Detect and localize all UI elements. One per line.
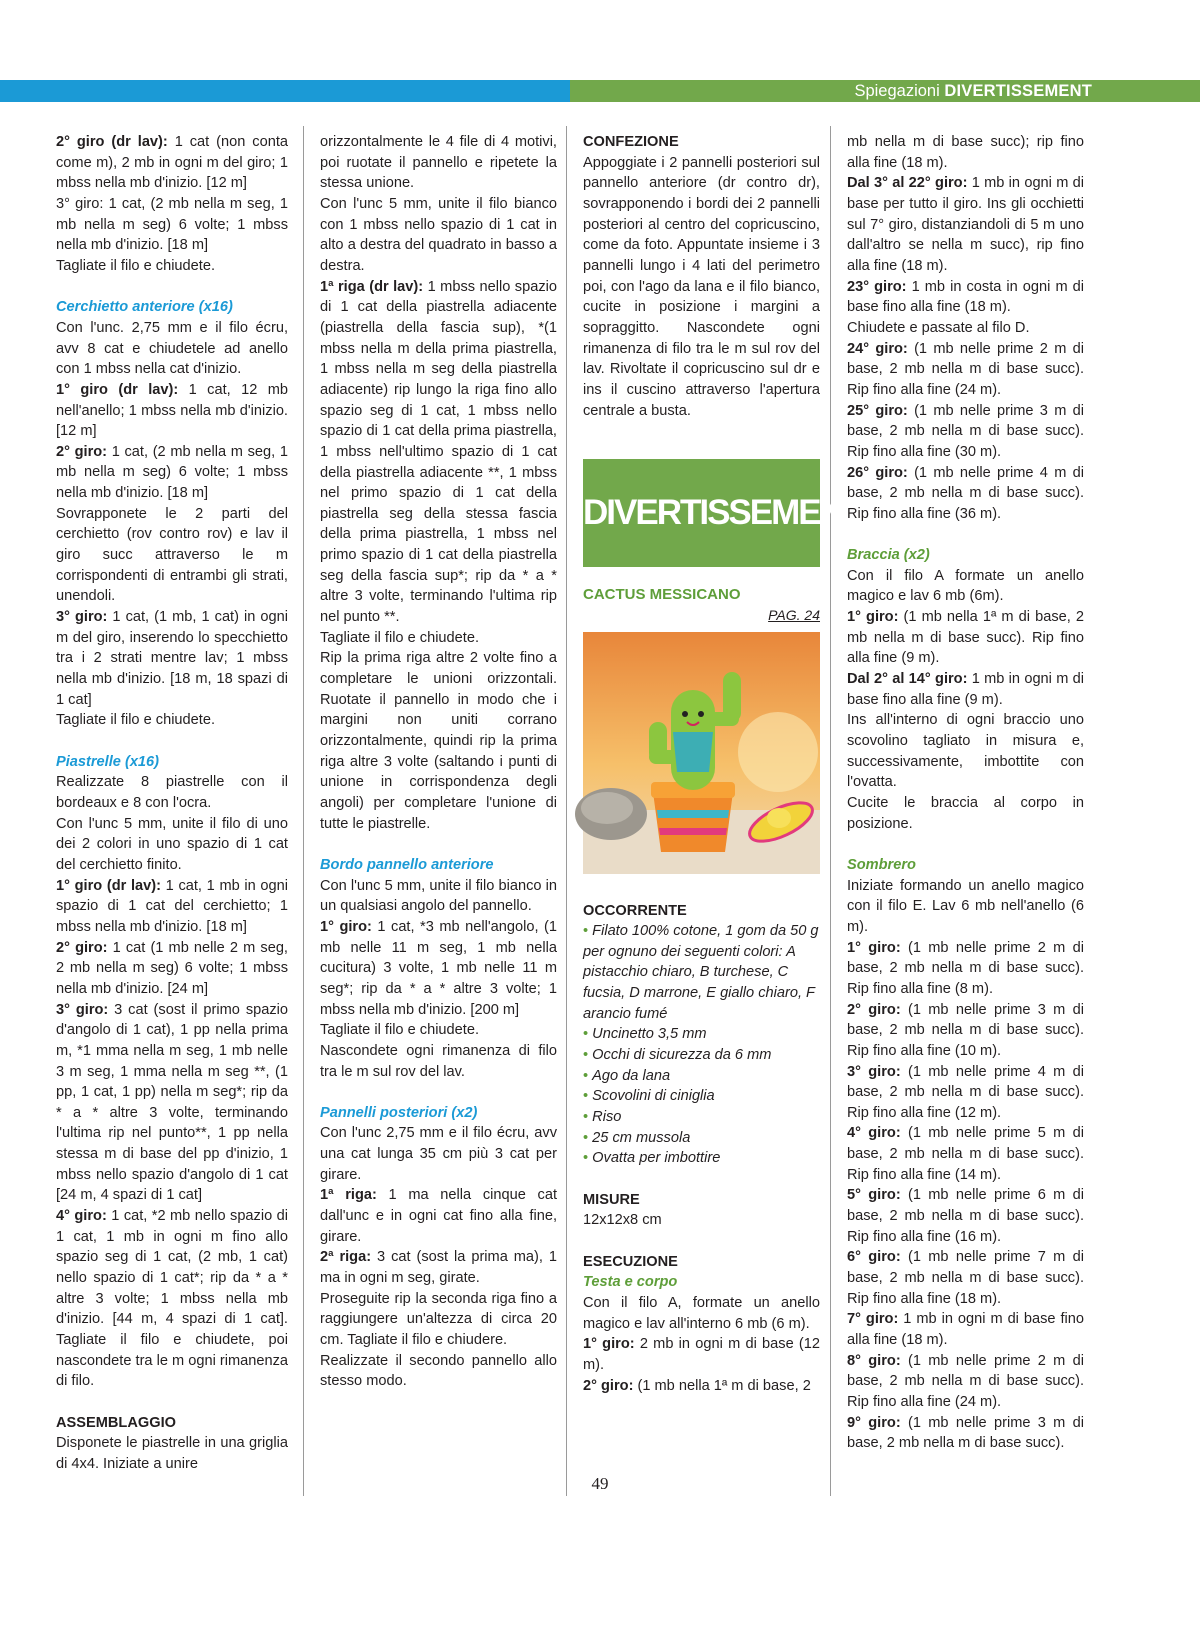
column-4 — [847, 132, 1084, 1454]
step-text: (1 mb nella 1ª m di base, 2 mb nella m di base succ). Rip fino alla fine (9 m). — [847, 609, 1084, 667]
step-label: 1ª riga: — [320, 1187, 377, 1204]
step-label: 26° giro: — [847, 464, 908, 481]
paragraph — [583, 1376, 820, 1397]
paragraph — [56, 132, 288, 194]
list-item: • 25 cm mussola — [583, 1129, 691, 1146]
section-subheading: Testa e corpo — [583, 1274, 678, 1291]
step-label: 2° giro (dr lav): — [56, 134, 168, 150]
section-heading: Pannelli posteriori (x2) — [320, 1104, 478, 1121]
paragraph — [56, 938, 288, 1000]
section-heading: Cerchietto anteriore (x16) — [56, 299, 233, 316]
step-text: 3 cat (sost la prima ma), 1 ma in ogni m seg, girate. — [320, 1249, 557, 1287]
item-text: Ago da lana — [592, 1067, 671, 1084]
section-heading: MISURE — [583, 1191, 640, 1208]
paragraph — [847, 1185, 1084, 1247]
step-label: 1° giro: — [847, 609, 899, 626]
paragraph — [847, 339, 1084, 401]
paragraph — [320, 277, 557, 628]
step-text: 1 cat, 12 mb nell'anello; 1 mbss nella mb d'inizio. [12 m] — [56, 381, 289, 440]
step-text: (1 mb nelle prime 2 m di base, 2 mb nella m di base succ). Rip fino alla fine (8 m). — [847, 939, 1084, 997]
paragraph: Con l'unc 5 mm, unite il filo bianco con 1 mbss nello spazio di 1 cat in alto a destra del quadrato in basso a destra. — [320, 195, 557, 274]
step-label: 2° giro: — [56, 443, 108, 460]
step-label: 2ª riga: — [320, 1249, 372, 1266]
step-text: (1 mb nella 1ª m di base, 2 — [633, 1377, 811, 1394]
paragraph: 3° giro: 1 cat, (2 mb nella m seg, 1 mb nella m seg) 6 volte; 1 mbss nella mb d'inizio. [18 m] — [56, 195, 288, 254]
paragraph — [847, 1351, 1084, 1413]
column-divider — [566, 126, 567, 1496]
step-text: 1 ma nella cinque cat dall'unc e in ogni cat fino alla fine, girare. — [320, 1187, 558, 1245]
step-text: 1 cat (non conta come m), 2 mb in ogni m del giro; 1 mbss nella mb d'inizio. [12 m] — [56, 134, 289, 192]
step-text: 1 mb in ogni m di base per tutto il giro. Ins gli occhietti sul 7° giro, distanziandoli di 5 m uno dall'altro se nella m succ), rip fino alla fine (18 m). — [847, 175, 1084, 274]
step-text: (1 mb nelle prime 5 m di base, 2 mb nella m di base succ). Rip fino alla fine (14 m). — [847, 1125, 1084, 1183]
item-text: Scovolini di ciniglia — [592, 1088, 715, 1105]
paragraph: Rip la prima riga altre 2 volte fino a completare le unioni orizzontali. Ruotate il pannello in modo che i margini non uniti corrano orizzontalmente, quindi rip la prima riga altre 3 volte (saltando i punti di unione in corrispondenza degli angoli) per completare l'unione di tutte le piastrelle. — [320, 650, 557, 832]
step-text: 1 mbss nello spazio di 1 cat della piastrella adiacente (piastrella della fascia sup), *(1 mbss nella m della prima piastrella, 1 mbss nella m seg della piastrella adiacente) rip lungo la riga fino allo spazio seg di 1 cat, 1 mbss nello spazio di 1 cat della prima piastrella, 1 mbss nell'ultimo spazio di 1 cat della piastrella adiacente **, 1 mbss nel primo spazio di 1 cat della piastrella seg della stessa fascia della prima piastrella, 1 mbss nel primo spazio di 1 cat della piastrella seg della fascia sup*; rip da * a * altre 3 volte, terminando l'ultima rip nel punto **. — [320, 278, 557, 626]
step-label: 1° giro: — [583, 1336, 635, 1353]
item-text: Uncinetto 3,5 mm — [592, 1026, 707, 1043]
step-label: 1ª riga (dr lav): — [320, 278, 424, 295]
item-text: 25 cm mussola — [592, 1129, 691, 1146]
step-text: (1 mb nelle prime 3 m di base, 2 mb nella m di base succ). Rip fino alla fine (30 m). — [847, 402, 1084, 460]
paragraph — [847, 1247, 1084, 1309]
paragraph: Nascondete ogni rimanenza di filo tra le m sul rov del lav. — [320, 1042, 557, 1080]
paragraph — [320, 1247, 557, 1288]
step-text: 1 mb in costa in ogni m di base fino alla fine (18 m). — [847, 278, 1085, 316]
paragraph: Disponete le piastrelle in una griglia di 4x4. Iniziate a unire — [56, 1435, 288, 1472]
header-bar-blue — [0, 80, 570, 102]
column-divider — [303, 126, 304, 1496]
step-label: 25° giro: — [847, 402, 908, 419]
column-2 — [320, 132, 557, 1392]
section-heading: OCCORRENTE — [583, 902, 687, 919]
paragraph — [847, 1062, 1084, 1124]
step-label: 3° giro: — [847, 1063, 901, 1080]
cactus-photo — [583, 632, 820, 874]
step-text: 1 cat, *3 mb nell'angolo, (1 mb nelle 11 m seg, 1 mb nella cucitura) 3 volte, 1 mb nelle 11 m seg*; rip da * a * altre 3 volte; 1 mbss nella mb d'inizio. [200 m] — [320, 918, 557, 1018]
list-item: • Filato 100% cotone, 1 gom da 50 g per ognuno dei seguenti colori: A pistacchio chiaro, B turchese, C fucsia, D marrone, E giallo chiaro, F arancio fumé — [583, 923, 819, 1022]
list-item: • Riso — [583, 1109, 622, 1126]
paragraph: Con l'unc 5 mm, unite il filo di uno dei 2 colori in uno spazio di 1 cat del cerchietto finito. — [56, 815, 288, 873]
step-label: 3° giro: — [56, 1001, 109, 1018]
step-text: 1 cat (1 mb nelle 2 m seg, 2 mb nella m seg) 6 volte; 1 mbss nella mb d'inizio. [24 m] — [56, 939, 288, 997]
paragraph: Con l'unc 5 mm, unite il filo bianco in un qualsiasi angolo del pannello. — [320, 877, 557, 915]
column-3 — [583, 132, 863, 1396]
section-heading: Bordo pannello anteriore — [320, 856, 494, 873]
column-1 — [56, 132, 288, 1475]
paragraph: Tagliate il filo e chiudete. — [56, 257, 216, 274]
list-item: • Ovatta per imbottire — [583, 1150, 721, 1167]
paragraph: Appoggiate i 2 pannelli posteriori sul pannello anteriore (dr contro dr), sovrapponendo i bordi dei 2 pannelli posteriori al centro del copricuscino, come da foto. Appuntate insieme i 3 pannelli lungo i 4 lati del perimetro poi, con l'ago da lana e il filo bianco, cucite in posizione i margini a sopraggitto. Nascondete ogni rimanenza di filo tra le m sul rov del lav. Rivoltate il copricuscino sul dr e ins il cuscino attraverso l'apertura centrale a busta. — [583, 154, 820, 419]
paragraph — [847, 463, 1084, 525]
paragraph — [56, 380, 288, 442]
step-text: (1 mb nelle prime 3 m di base, 2 mb nella m di base succ). — [847, 1414, 1084, 1452]
step-text: (1 mb nelle prime 6 m di base, 2 mb nella m di base succ). Rip fino alla fine (16 m). — [847, 1187, 1084, 1245]
step-label: 1° giro: — [320, 918, 372, 935]
paragraph — [847, 173, 1084, 276]
paragraph: Chiudete e passate al filo D. — [847, 319, 1030, 336]
step-text: (1 mb nelle prime 4 m di base, 2 mb nella m di base succ). Rip fino alla fine (36 m). — [847, 464, 1084, 522]
header-title: DIVERTISSEMENT — [944, 82, 1092, 100]
step-label: 4° giro: — [56, 1208, 107, 1225]
item-text: Riso — [592, 1109, 622, 1126]
step-text: 3 cat (sost il primo spazio d'angolo di 1 cat), 1 pp nella prima m, *1 mma nella m seg, 1 mb nelle 3 m seg, 1 mma nella m seg **, (1 pp, 1 cat, 1 pp) nella m seg*; rip da * a * altre 3 volte, terminando l'ultima rip nel punto**, 1 pp nella stessa m di base del pp d'inizio, 1 mbss nello spazio d'angolo di 1 cat [24 m, 4 spazi di 1 cat] — [56, 1001, 289, 1204]
paragraph: Ins all'interno di ogni braccio uno scovolino tagliato in misura e, successivamente, imbottite con l'ovatta. — [847, 712, 1084, 791]
step-text: 1 cat, 1 mb in ogni spazio di 1 cat del cerchietto; 1 mbss nella mb d'inizio. [18 m] — [56, 877, 289, 935]
paragraph — [56, 442, 288, 504]
paragraph — [56, 607, 288, 710]
item-text: Filato 100% cotone, 1 gom da 50 g per ognuno dei seguenti colori: A pistacchio chiaro, B turchese, C fucsia, D marrone, E giallo chiaro, F arancio fumé — [583, 923, 819, 1022]
paragraph: Con il filo A, formate un anello magico e lav all'interno 6 mb (6 m). — [583, 1294, 820, 1332]
paragraph — [583, 1334, 820, 1375]
step-label: 2° giro: — [56, 939, 108, 956]
paragraph — [847, 1000, 1084, 1062]
item-text: Occhi di sicurezza da 6 mm — [592, 1047, 772, 1064]
page-reference — [583, 606, 820, 624]
paragraph — [847, 607, 1084, 669]
paragraph: Iniziate formando un anello magico con il filo E. Lav 6 mb nell'anello (6 m). — [847, 877, 1084, 935]
item-text: Ovatta per imbottire — [592, 1150, 721, 1167]
step-text: (1 mb nelle prime 7 m di base, 2 mb nella m di base succ). Rip fino alla fine (18 m). — [847, 1249, 1084, 1307]
step-text: 2 mb in ogni m di base (12 m). — [583, 1336, 821, 1373]
header-prefix: Spiegazioni — [854, 82, 940, 100]
paragraph: Tagliate il filo e chiudete. — [56, 712, 216, 729]
paragraph — [847, 1413, 1084, 1454]
section-heading: ESECUZIONE — [583, 1253, 678, 1270]
page-number: 49 — [591, 1474, 609, 1493]
section-heading: Braccia (x2) — [847, 547, 930, 564]
materials-list — [583, 921, 820, 1169]
step-label: 8° giro: — [847, 1352, 901, 1369]
paragraph — [847, 669, 1084, 710]
project-title: CACTUS MESSICANO — [583, 586, 741, 604]
step-text: 1 cat, (1 mb, 1 cat) in ogni m del giro, inserendo lo specchietto tra i 2 strati mentre lav; 1 mbss nella mb d'inizio. [18 m, 18 spazi di 1 cat] — [56, 609, 288, 708]
paragraph: Realizzate 8 piastrelle con il bordeaux e 8 con l'ocra. — [56, 774, 288, 811]
list-item: • Occhi di sicurezza da 6 mm — [583, 1047, 772, 1064]
paragraph — [847, 1123, 1084, 1185]
step-label: 2° giro: — [583, 1377, 634, 1394]
list-item: • Ago da lana — [583, 1067, 671, 1084]
step-label: 1° giro (dr lav): — [56, 381, 179, 398]
step-text: (1 mb nelle prime 2 m di base, 2 mb nella m di base succ). Rip fino alla fine (24 m). — [847, 340, 1084, 398]
step-text: 1 cat, (2 mb nella m seg, 1 mb nella m seg) 6 volte; 1 mbss nella mb d'inizio. [18 m] — [56, 443, 288, 502]
paragraph: Con l'unc 2,75 mm e il filo écru, avv una cat lunga 35 cm più 3 cat per girare. — [320, 1125, 557, 1183]
paragraph: Con il filo A formate un anello magico e lav 6 mb (6m). — [847, 567, 1084, 605]
section-heading: ASSEMBLAGGIO — [56, 1414, 176, 1431]
list-item: • Scovolini di ciniglia — [583, 1088, 715, 1105]
page-reference-text: PAG. 24 — [768, 606, 820, 623]
paragraph — [56, 1206, 288, 1392]
paragraph: mb nella m di base succ); rip fino alla fine (18 m). — [847, 134, 1084, 171]
list-item: • Uncinetto 3,5 mm — [583, 1026, 707, 1043]
paragraph — [847, 1309, 1084, 1350]
step-text: (1 mb nelle prime 2 m di base, 2 mb nella m di base succ). Rip fino alla fine (24 m). — [847, 1352, 1084, 1410]
step-label: 9° giro: — [847, 1414, 901, 1431]
step-label: Dal 2° al 14° giro: — [847, 671, 968, 688]
paragraph — [847, 401, 1084, 463]
step-label: 3° giro: — [56, 609, 108, 626]
step-label: 5° giro: — [847, 1187, 901, 1204]
step-label: 24° giro: — [847, 340, 908, 357]
step-label: 7° giro: — [847, 1311, 899, 1328]
paragraph — [56, 1000, 288, 1207]
paragraph: Tagliate il filo e chiudete. — [320, 629, 480, 646]
section-heading: Sombrero — [847, 856, 916, 873]
section-heading: Piastrelle (x16) — [56, 753, 160, 770]
step-text: (1 mb nelle prime 3 m di base, 2 mb nella m di base succ). Rip fino alla fine (10 m). — [847, 1001, 1084, 1059]
step-label: 6° giro: — [847, 1249, 901, 1266]
step-text: 1 cat, *2 mb nello spazio di 1 cat, 1 mb in ogni m fino allo spazio seg di 1 cat, (2 mb, 1 cat) nello spazio di 1 cat*; rip da * a * altre 3 volte; 1 mbss nella mb d'inizio. [44 m, 4 spazi di 1 cat]. Tagliate il filo e chiudete, poi nascondete tra le m ogni rimanenza di filo. — [56, 1208, 289, 1390]
paragraph: Proseguite rip la seconda riga fino a raggiungere un'altezza di circa 20 cm. Tagliate il filo e chiudere. — [320, 1290, 557, 1349]
step-label: 1° giro (dr lav): — [56, 877, 161, 894]
paragraph — [320, 917, 557, 1020]
paragraph: Con l'unc. 2,75 mm e il filo écru, avv 8 cat e chiudetele ad anello con 1 mbss nella cat d'inizio. — [56, 319, 288, 378]
step-text: (1 mb nelle prime 4 m di base, 2 mb nella m di base succ). Rip fino alla fine (12 m). — [847, 1063, 1084, 1121]
paragraph: Realizzate il secondo pannello allo stesso modo. — [320, 1352, 557, 1390]
column-divider — [830, 126, 831, 1496]
paragraph — [847, 938, 1084, 1000]
step-text: 1 mb in ogni m di base fino alla fine (18 m). — [847, 1311, 1085, 1349]
paragraph — [320, 1185, 557, 1247]
paragraph: Sovrapponete le 2 parti del cerchietto (rov contro rov) e lav il giro succ attraverso le m corrispondenti di entrambi gli strati, unendoli. — [56, 505, 288, 605]
step-label: 2° giro: — [847, 1001, 901, 1018]
paragraph — [56, 876, 288, 938]
paragraph — [847, 277, 1084, 318]
header-bar — [570, 80, 1200, 102]
step-text: 1 mb in ogni m di base fino alla fine (9 m). — [847, 671, 1084, 708]
section-heading: CONFEZIONE — [583, 134, 679, 150]
step-label: Dal 3° al 22° giro: — [847, 175, 968, 192]
paragraph: orizzontalmente le 4 file di 4 motivi, poi ruotate il pannello e ripetete la stessa unione. — [320, 134, 557, 192]
step-label: 1° giro: — [847, 939, 901, 956]
step-label: 23° giro: — [847, 278, 907, 295]
divertissement-banner: DIVERTISSEMENT — [583, 459, 820, 567]
paragraph: Cucite le braccia al corpo in posizione. — [847, 794, 1084, 832]
paragraph: Tagliate il filo e chiudete. — [320, 1022, 480, 1039]
step-label: 4° giro: — [847, 1125, 901, 1142]
paragraph: 12x12x8 cm — [583, 1212, 662, 1229]
